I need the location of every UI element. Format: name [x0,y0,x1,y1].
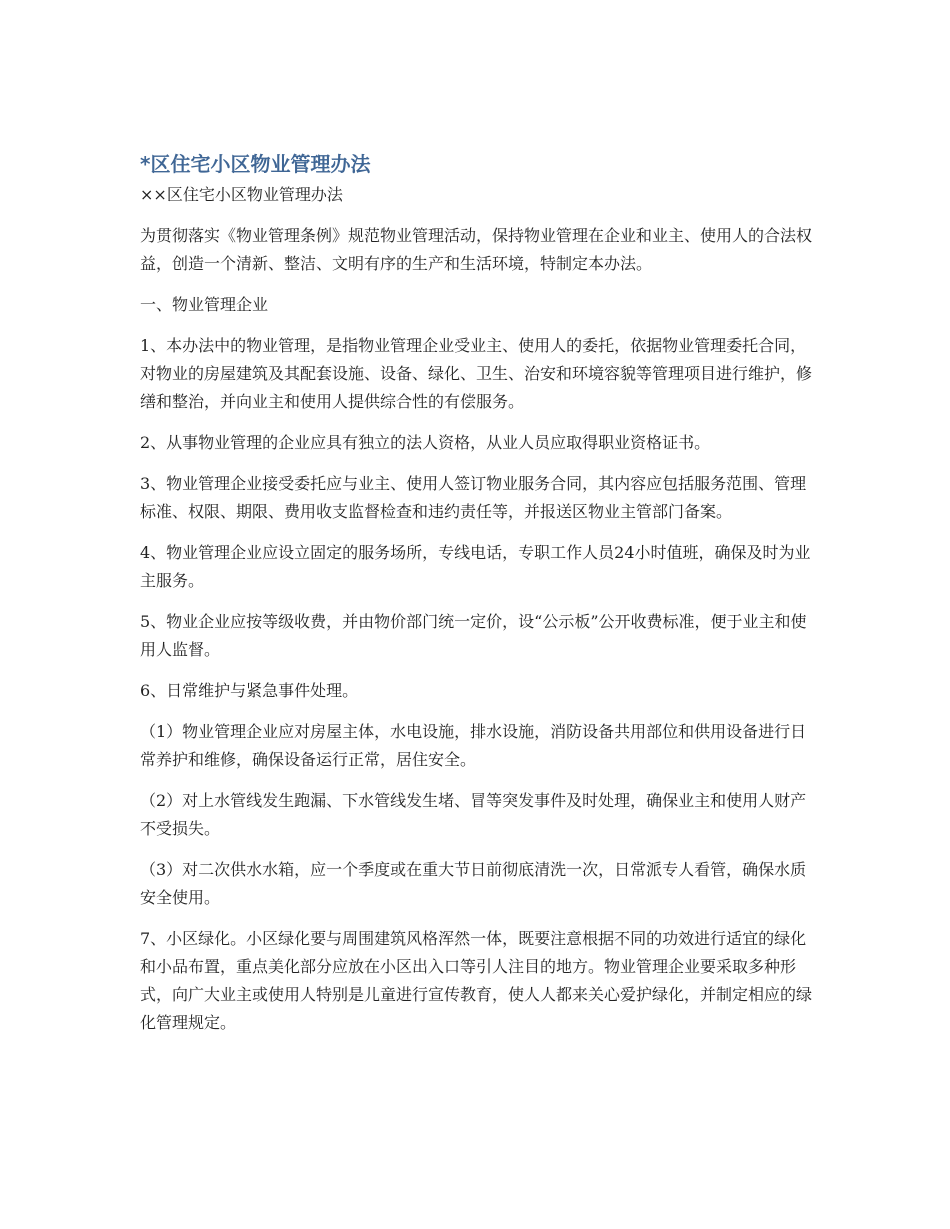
paragraph-item-1: 1、本办法中的物业管理，是指物业管理企业受业主、使用人的委托，依据物业管理委托合同，对物业的房屋建筑及其配套设施、设备、绿化、卫生、治安和环境容貌等管理项目进行维护，修缮和整治，并向业主和使用人提供综合性的有偿服务。 [140,336,813,411]
paragraph-subitem-3: （3）对二次供水水箱，应一个季度或在重大节日前彻底清洗一次，日常派专人看管，确保水质安全使用。 [140,860,807,907]
paragraph-item-2: 2、从事物业管理的企业应具有独立的法人资格，从业人员应取得职业资格证书。 [140,433,711,452]
paragraph-intro: 为贯彻落实《物业管理条例》规范物业管理活动，保持物业管理在企业和业主、使用人的合法权益，创造一个清新、整洁、文明有序的生产和生活环境，特制定本办法。 [140,226,813,273]
paragraph-item-6: 6、日常维护与紧急事件处理。 [140,681,359,700]
paragraph-item-5: 5、物业企业应按等级收费，并由物价部门统一定价，设“公示板”公开收费标准，便于业主和使用人监督。 [140,612,807,659]
document-subtitle: ××区住宅小区物业管理办法 [140,185,343,204]
paragraph-item-4: 4、物业管理企业应设立固定的服务场所，专线电话，专职工作人员24小时值班，确保及时为业主服务。 [140,543,811,590]
page-title: *区住宅小区物业管理办法 [140,152,371,176]
paragraph-item-3: 3、物业管理企业接受委托应与业主、使用人签订物业服务合同，其内容应包括服务范围、管理标准、权限、期限、费用收支监督检查和违约责任等，并报送区物业主管部门备案。 [140,474,807,521]
paragraph-item-7: 7、小区绿化。小区绿化要与周围建筑风格浑然一体，既要注意根据不同的功效进行适宜的绿化和小品布置，重点美化部分应放在小区出入口等引人注目的地方。物业管理企业要采取多种形式，向广大业主或使用人特别是儿童进行宣传教育，使人人都来关心爱护绿化，并制定相应的绿化管理规定。 [140,929,813,1032]
paragraph-subitem-2: （2）对上水管线发生跑漏、下水管线发生堵、冒等突发事件及时处理，确保业主和使用人财产不受损失。 [140,791,807,838]
section-heading: 一、物业管理企业 [140,295,269,314]
paragraph-subitem-1: （1）物业管理企业应对房屋主体，水电设施，排水设施，消防设备共用部位和供用设备进行日常养护和维修，确保设备运行正常，居住安全。 [140,722,807,769]
document-page [140,150,812,1050]
